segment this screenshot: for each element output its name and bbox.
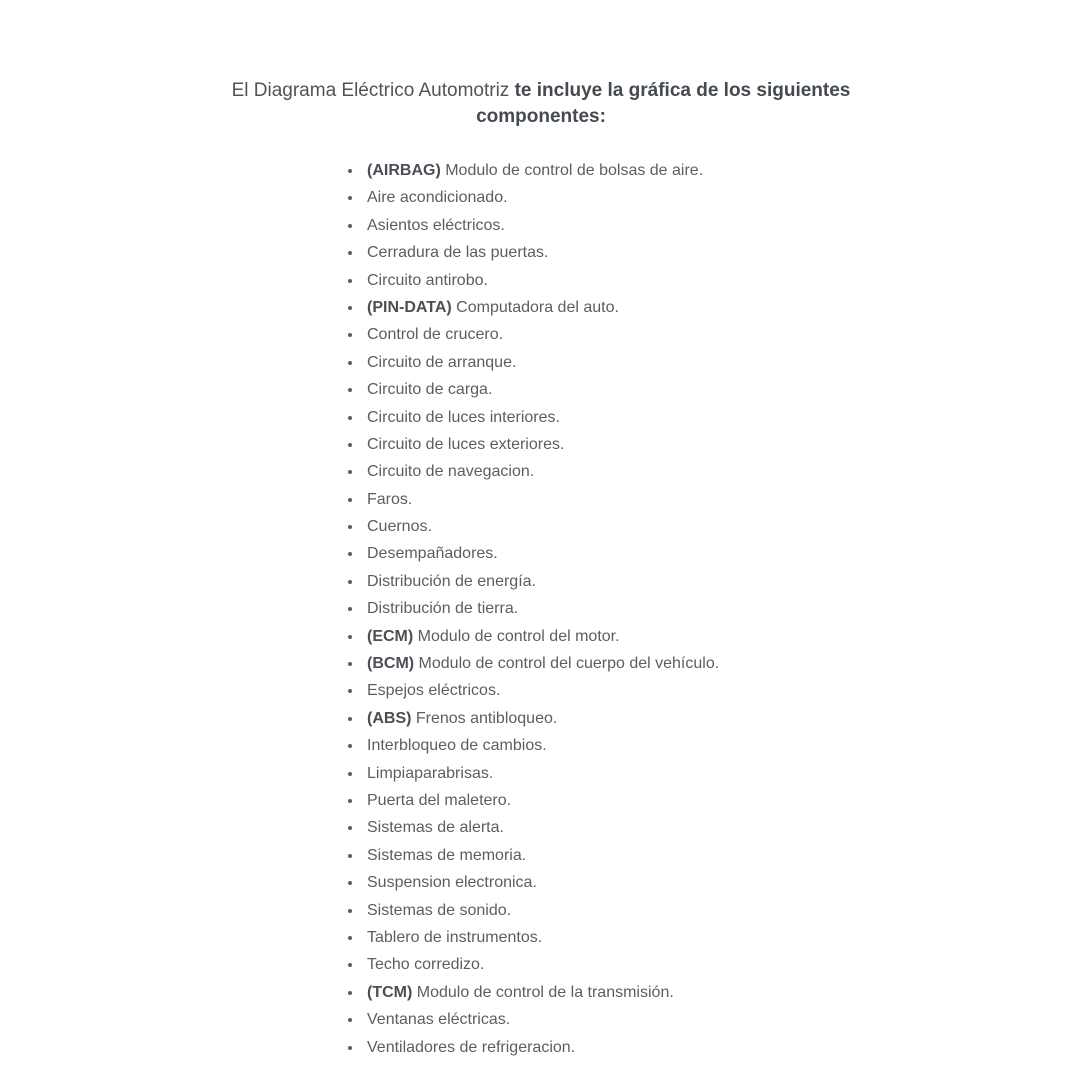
list-item — [346, 458, 719, 485]
list-item — [346, 431, 719, 458]
list-item — [346, 540, 719, 567]
list-item — [346, 705, 719, 732]
bullet-icon — [348, 525, 352, 529]
list-item — [346, 842, 719, 869]
list-item — [346, 239, 719, 266]
intro-paragraph — [200, 78, 882, 130]
list-item-text: Distribución de energía. — [367, 572, 536, 590]
bullet-icon — [348, 580, 352, 584]
bullet-icon — [348, 361, 352, 365]
list-item — [346, 924, 719, 951]
bullet-icon — [348, 963, 352, 967]
list-item-text: Circuito de carga. — [367, 381, 493, 399]
list-item — [346, 677, 719, 704]
list-item-text: Computadora del auto. — [451, 298, 619, 316]
list-item — [346, 1006, 719, 1033]
list-item-text: Distribución de tierra. — [367, 600, 519, 618]
bullet-icon — [348, 826, 352, 830]
bullet-icon — [348, 662, 352, 666]
list-item — [346, 979, 719, 1006]
component-list — [346, 157, 719, 1061]
list-item — [346, 294, 719, 321]
list-item — [346, 212, 719, 239]
bullet-icon — [348, 169, 352, 173]
intro-plain-text: El Diagrama Eléctrico Automotriz — [231, 80, 515, 101]
list-item-text: Circuito antirobo. — [367, 271, 488, 289]
list-item — [346, 513, 719, 540]
bullet-icon — [348, 1018, 352, 1022]
list-item-text: Cuernos. — [367, 518, 432, 536]
list-item-text: Puerta del maletero. — [367, 791, 512, 809]
list-item — [346, 650, 719, 677]
bullet-icon — [348, 416, 352, 420]
list-item-tag: (PIN-DATA) — [367, 298, 452, 316]
list-item-text: Asientos eléctricos. — [367, 216, 505, 234]
list-item — [346, 1034, 719, 1061]
list-item-text: Cerradura de las puertas. — [367, 244, 549, 262]
list-item-text: Ventanas eléctricas. — [367, 1011, 511, 1029]
bullet-icon — [348, 991, 352, 995]
bullet-icon — [348, 388, 352, 392]
list-item — [346, 897, 719, 924]
list-item-text: Circuito de navegacion. — [367, 463, 535, 481]
bullet-icon — [348, 909, 352, 913]
list-item-text: Control de crucero. — [367, 326, 504, 344]
list-item-tag: (AIRBAG) — [367, 162, 441, 179]
list-item-text: Tablero de instrumentos. — [367, 928, 543, 946]
bullet-icon — [348, 772, 352, 776]
list-item-text: Suspension electronica. — [367, 874, 537, 892]
bullet-icon — [348, 498, 352, 502]
bullet-icon — [348, 196, 352, 200]
list-item-text: Modulo de control del cuerpo del vehículo. — [414, 655, 720, 673]
list-item-text: Faros. — [367, 490, 413, 508]
list-item — [346, 486, 719, 513]
list-item-text: Limpiaparabrisas. — [367, 764, 494, 782]
bullet-icon — [348, 744, 352, 748]
bullet-icon — [348, 635, 352, 639]
bullet-icon — [348, 279, 352, 283]
list-item — [346, 157, 719, 184]
list-item-text: Aire acondicionado. — [367, 189, 508, 207]
list-item — [346, 787, 719, 814]
list-item-text: Ventiladores de refrigeracion. — [367, 1038, 576, 1056]
bullet-icon — [348, 333, 352, 337]
bullet-icon — [348, 1046, 352, 1050]
list-item — [346, 869, 719, 896]
bullet-icon — [348, 854, 352, 858]
intro-bold-text: te incluye la gráfica de los siguientes componentes: — [476, 80, 851, 127]
list-item-text: Interbloqueo de cambios. — [367, 737, 547, 755]
list-item — [346, 321, 719, 348]
list-item — [346, 568, 719, 595]
list-item — [346, 184, 719, 211]
list-item — [346, 760, 719, 787]
list-item-tag: (TCM) — [367, 983, 413, 1001]
list-item — [346, 267, 719, 294]
list-item-tag: (ECM) — [367, 627, 414, 645]
list-item-tag: (BCM) — [367, 655, 415, 673]
bullet-icon — [348, 717, 352, 721]
bullet-icon — [348, 799, 352, 803]
list-item — [346, 595, 719, 622]
list-item-tag: (ABS) — [367, 709, 412, 727]
list-item-text: Modulo de control de la transmisión. — [412, 983, 674, 1001]
list-item — [346, 376, 719, 403]
list-item-text: Sistemas de alerta. — [367, 819, 504, 837]
list-item — [346, 404, 719, 431]
list-item — [346, 623, 719, 650]
list-item-text: Espejos eléctricos. — [367, 682, 501, 700]
list-item — [346, 814, 719, 841]
bullet-icon — [348, 689, 352, 693]
list-item-text: Circuito de luces interiores. — [367, 408, 560, 426]
list-item-text: Desempañadores. — [367, 545, 498, 563]
list-item-text: Modulo de control del motor. — [413, 627, 620, 645]
list-item-text: Circuito de luces exteriores. — [367, 435, 565, 453]
bullet-icon — [348, 224, 352, 228]
bullet-icon — [348, 251, 352, 255]
bullet-icon — [348, 443, 352, 447]
bullet-icon — [348, 470, 352, 474]
list-item-text: Circuito de arranque. — [367, 353, 517, 371]
bullet-icon — [348, 936, 352, 940]
list-item — [346, 732, 719, 759]
list-item-text: Sistemas de memoria. — [367, 846, 527, 864]
bullet-icon — [348, 607, 352, 611]
bullet-icon — [348, 881, 352, 885]
list-item-text: Techo corredizo. — [367, 956, 485, 974]
list-item — [346, 349, 719, 376]
list-item-text: Sistemas de sonido. — [367, 901, 512, 919]
bullet-icon — [348, 306, 352, 310]
list-item — [346, 951, 719, 978]
list-item-text: Frenos antibloqueo. — [411, 709, 558, 727]
list-item-text: Modulo de control de bolsas de aire. — [440, 162, 704, 179]
bullet-icon — [348, 552, 352, 556]
